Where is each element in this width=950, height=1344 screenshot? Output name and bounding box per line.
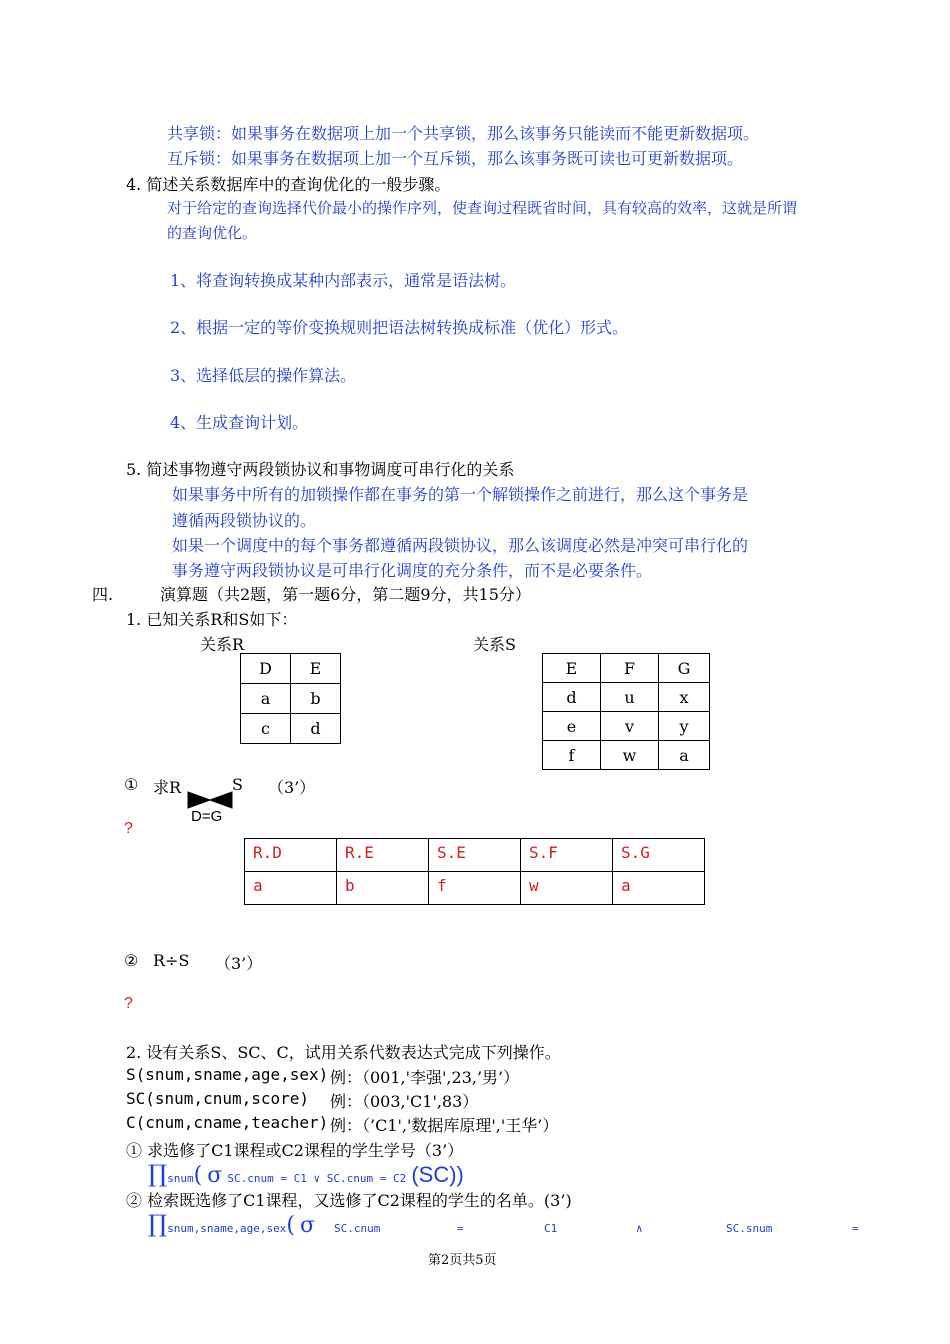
table-cell: a <box>659 741 710 770</box>
q4-step: 1、将查询转换成某种内部表示，通常是语法树。 <box>170 271 517 290</box>
q1-part2-number: ② <box>124 951 139 970</box>
pi-symbol: ∏ <box>148 1210 168 1238</box>
q1-part1-score: （3’） <box>268 778 316 797</box>
join-condition: D=G <box>191 808 223 825</box>
section4-number: 四. <box>92 585 114 604</box>
q4-intro-line2: 的查询优化。 <box>167 224 258 242</box>
natural-join-icon <box>186 790 234 810</box>
table-cell: b <box>291 684 341 714</box>
q5-answer-line: 如果事务中所有的加锁操作都在事务的第一个解锁操作之前进行，那么这个事务是 <box>172 485 749 504</box>
table-cell: f <box>543 741 601 770</box>
relation-s-table <box>542 653 710 770</box>
open-paren: ( <box>286 1213 295 1238</box>
table-cell: d <box>291 714 341 744</box>
sc-example: 例：（003,'C1',83） <box>330 1092 479 1111</box>
table-cell: S.E <box>429 839 521 872</box>
s-example: 例：（001,'李强',23,’男’） <box>330 1068 520 1087</box>
selection-condition: SC.cnum = C1 ∨ SC.cnum = C2 <box>227 1172 407 1185</box>
q5-answer-line: 遵循两段锁协议的。 <box>172 511 317 530</box>
sigma-symbol: σ <box>207 1163 223 1188</box>
table-cell: S.F <box>521 839 613 872</box>
table-cell: f <box>429 872 521 905</box>
open-paren: ( <box>193 1163 203 1188</box>
q4-question: 4. 简述关系数据库中的查询优化的一般步骤。 <box>126 175 451 194</box>
table-cell: a <box>241 684 291 714</box>
relation-s-label: 关系S <box>473 635 516 654</box>
s-schema: S(snum,sname,age,sex) <box>126 1065 329 1084</box>
q2-part1: ① 求选修了C1课程或C2课程的学生学号（3’） <box>126 1141 464 1160</box>
cond-token: = <box>457 1222 464 1235</box>
table-cell: a <box>245 872 337 905</box>
projection-attrs: snum <box>167 1172 194 1185</box>
q2-stem: 2. 设有关系S、SC、C，试用关系代数表达式完成下列操作。 <box>126 1043 561 1062</box>
c-example: 例：（’C1','数据库原理','王华’） <box>330 1116 559 1135</box>
table-cell: S.G <box>613 839 705 872</box>
table-cell: y <box>659 712 710 741</box>
cond-token: ∧ <box>636 1222 643 1235</box>
q4-step: 4、生成查询计划。 <box>170 413 309 432</box>
cond-token: = <box>852 1222 859 1235</box>
q1-part2-score: （3’） <box>215 954 263 973</box>
table-cell: e <box>543 712 601 741</box>
q2-part2-expression <box>148 1210 315 1240</box>
relation-r-label: 关系R <box>200 635 245 654</box>
table-cell: b <box>337 872 429 905</box>
join-result-table <box>244 838 705 905</box>
table-cell: G <box>659 654 710 683</box>
q1-part1-text: 求R <box>153 778 182 797</box>
table-cell: a <box>613 872 705 905</box>
table-cell: x <box>659 683 710 712</box>
table-cell: v <box>601 712 659 741</box>
table-cell: D <box>241 654 291 684</box>
exclusive-lock-line: 互斥锁：如果事务在数据项上加一个互斥锁，那么该事务既可读也可更新数据项。 <box>167 149 744 168</box>
expression-tail: (SC)) <box>411 1162 464 1187</box>
sc-schema: SC(snum,cnum,score) <box>126 1089 310 1108</box>
table-cell: E <box>291 654 341 684</box>
table-cell: R.D <box>245 839 337 872</box>
pi-symbol: ∏ <box>148 1160 168 1188</box>
q4-step: 3、选择低层的操作算法。 <box>170 366 357 385</box>
table-cell: w <box>521 872 613 905</box>
q5-question: 5. 简述事物遵守两段锁协议和事物调度可串行化的关系 <box>126 460 515 479</box>
relation-r-table <box>240 653 341 744</box>
sigma-symbol: σ <box>300 1213 316 1238</box>
q1-stem: 1. 已知关系R和S如下： <box>126 610 298 629</box>
table-cell: u <box>601 683 659 712</box>
q2-part2: ② 检索既选修了C1课程，又选修了C2课程的学生的名单。(3’) <box>126 1191 572 1210</box>
q1-part1-number: ① <box>124 775 139 794</box>
page-footer: 第2页共5页 <box>428 1253 497 1268</box>
q2-part1-expression <box>148 1160 464 1190</box>
cond-token: C1 <box>544 1222 558 1235</box>
cond-token: SC.cnum <box>334 1222 381 1235</box>
table-cell: c <box>241 714 291 744</box>
q1-part2-text: R÷S <box>153 951 190 970</box>
table-cell: w <box>601 741 659 770</box>
q1-part1-s: S <box>232 775 243 794</box>
projection-attrs: snum,sname,age,sex <box>167 1222 287 1235</box>
table-cell: d <box>543 683 601 712</box>
cond-token: SC.snum <box>726 1222 773 1235</box>
table-cell: F <box>601 654 659 683</box>
c-schema: C(cnum,cname,teacher) <box>126 1113 329 1132</box>
q4-step: 2、根据一定的等价变换规则把语法树转换成标准（优化）形式。 <box>170 318 629 337</box>
table-cell: E <box>543 654 601 683</box>
q5-answer-line: 如果一个调度中的每个事务都遵循两段锁协议，那么该调度必然是冲突可串行化的 <box>172 536 749 555</box>
answer-mark: ? <box>124 995 133 1012</box>
q4-intro-line1: 对于给定的查询选择代价最小的操作序列，使查询过程既省时间，具有较高的效率，这就是所谓 <box>167 199 798 217</box>
answer-mark: ? <box>124 820 133 837</box>
shared-lock-line: 共享锁：如果事务在数据项上加一个共享锁，那么该事务只能读而不能更新数据项。 <box>167 124 760 143</box>
section4-heading: 演算题（共2题，第一题6分，第二题9分，共15分） <box>160 585 531 604</box>
table-cell: R.E <box>337 839 429 872</box>
q5-answer-line: 事务遵守两段锁协议是可串行化调度的充分条件，而不是必要条件。 <box>172 561 653 580</box>
